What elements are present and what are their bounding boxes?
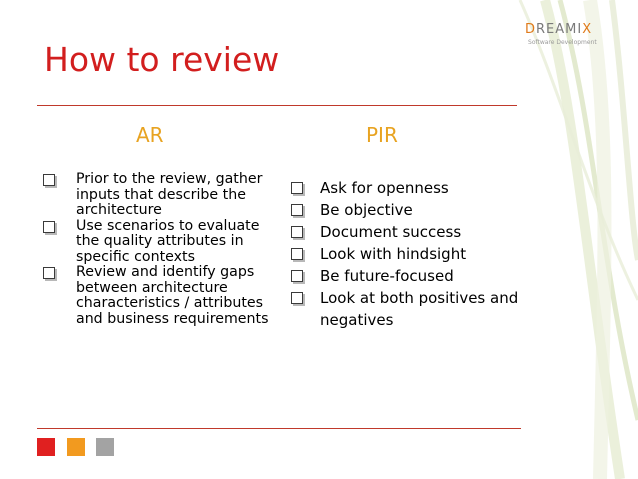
ar-bullet-list bbox=[40, 172, 280, 327]
list-item-text: Prior to the review, gather inputs that describe the architecture bbox=[76, 171, 263, 218]
checkbox-bullet-icon bbox=[291, 182, 303, 194]
list-item bbox=[289, 221, 519, 243]
list-item-text: Look at both positives and negatives bbox=[320, 289, 519, 329]
title-divider bbox=[37, 105, 517, 106]
list-item-text: Use scenarios to evaluate the quality attributes in specific contexts bbox=[76, 217, 260, 265]
orange-square-icon bbox=[67, 438, 85, 456]
list-item-text: Be objective bbox=[320, 201, 413, 219]
ar-heading: AR bbox=[136, 123, 164, 147]
list-item bbox=[289, 177, 519, 199]
checkbox-bullet-icon bbox=[291, 204, 303, 216]
list-item bbox=[40, 265, 280, 327]
checkbox-bullet-icon bbox=[43, 267, 55, 279]
gray-square-icon bbox=[96, 438, 114, 456]
checkbox-bullet-icon bbox=[291, 248, 303, 260]
logo-wordmark: DREAMIX bbox=[525, 22, 593, 37]
list-item bbox=[289, 287, 519, 331]
logo-tagline: Software Development bbox=[528, 39, 597, 46]
slide-title: How to review bbox=[44, 40, 280, 79]
list-item bbox=[289, 265, 519, 287]
pir-bullet-list bbox=[289, 177, 519, 331]
checkbox-bullet-icon bbox=[43, 174, 55, 186]
list-item-text: Be future-focused bbox=[320, 267, 454, 285]
list-item bbox=[289, 199, 519, 221]
checkbox-bullet-icon bbox=[291, 292, 303, 304]
list-item-text: Look with hindsight bbox=[320, 245, 467, 263]
pir-heading: PIR bbox=[366, 123, 398, 147]
list-item bbox=[40, 219, 280, 266]
red-square-icon bbox=[37, 438, 55, 456]
checkbox-bullet-icon bbox=[291, 270, 303, 282]
list-item-text: Document success bbox=[320, 223, 462, 241]
list-item bbox=[40, 172, 280, 219]
list-item-text: Ask for openness bbox=[320, 179, 449, 197]
list-item bbox=[289, 243, 519, 265]
checkbox-bullet-icon bbox=[43, 221, 55, 233]
list-item-text: Review and identify gaps between architecture characteristics / attributes and business requirements bbox=[76, 264, 269, 327]
footer-divider bbox=[37, 428, 521, 429]
dreamix-logo bbox=[525, 22, 620, 52]
checkbox-bullet-icon bbox=[291, 226, 303, 238]
